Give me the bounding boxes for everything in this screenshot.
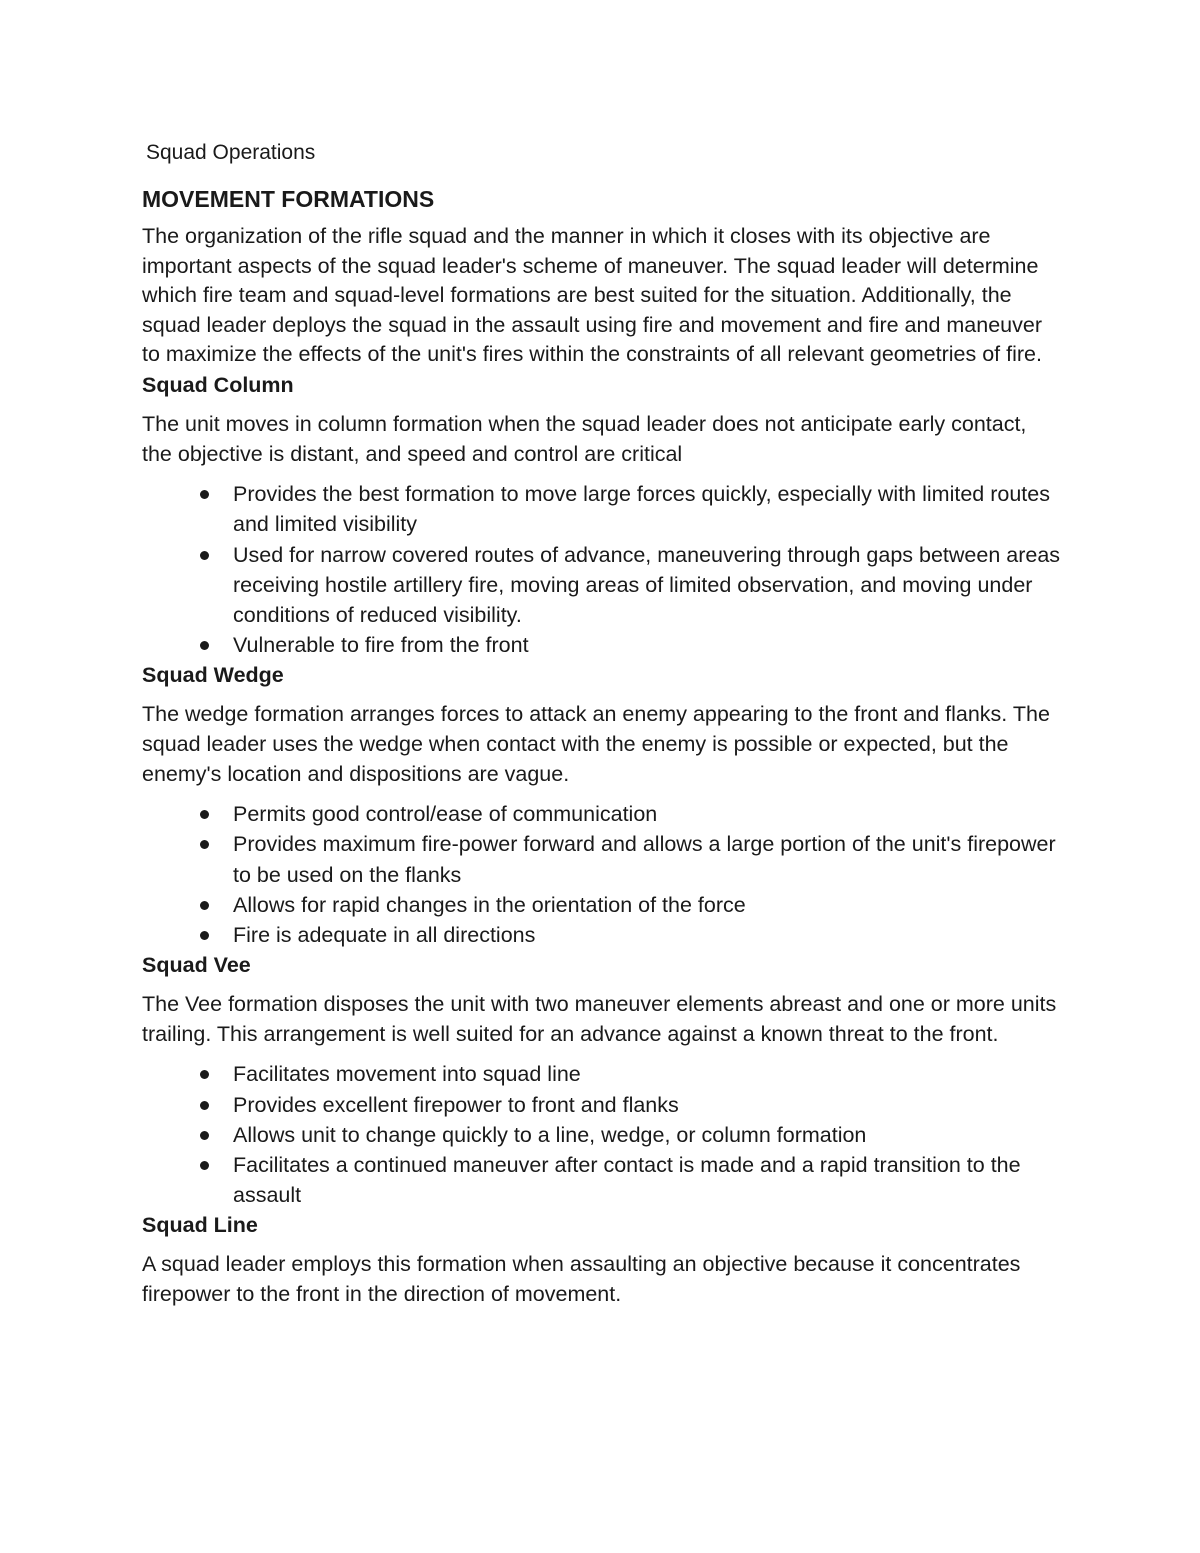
bullet-icon	[200, 551, 209, 560]
list-item	[233, 920, 1062, 950]
formation-squad-vee	[142, 950, 1062, 1210]
list-item	[233, 799, 1062, 829]
list-item	[233, 890, 1062, 920]
bullet-icon	[200, 490, 209, 499]
list-item-text: Vulnerable to fire from the front	[233, 633, 529, 658]
bullet-icon	[200, 931, 209, 940]
formation-heading: Squad Wedge	[142, 663, 284, 688]
formation-description: The unit moves in column formation when the squad leader does not anticipate early contact, the objective is distant, and speed and control are critical	[142, 411, 1027, 466]
list-item-text: Allows unit to change quickly to a line, wedge, or column formation	[233, 1122, 867, 1147]
list-item	[233, 540, 1062, 631]
formation-squad-column	[142, 370, 1062, 660]
bullet-icon	[200, 840, 209, 849]
bullet-icon	[200, 810, 209, 819]
list-item	[233, 630, 1062, 660]
formation-description: The Vee formation disposes the unit with two maneuver elements abreast and one or more units trailing. This arrangement is well suited for an advance against a known threat to the front.	[142, 992, 1057, 1046]
intro-paragraph: The organization of the rifle squad and the manner in which it closes with its objective are important aspects of the squad leader's scheme of maneuver. The squad leader will determine which fire team and squad-level formations are best suited for the situation. Additionally, the squad leader deploys the squad in the assault using fire and movement and fire and maneuver to maximize the effects of the unit's fires within the constraints of all relevant geometries of fire.	[142, 224, 1042, 367]
list-item-text: Provides the best formation to move large forces quickly, especially with limited routes and limited visibility	[233, 482, 1050, 537]
list-item-text: Facilitates a continued maneuver after contact is made and a rapid transition to the assault	[233, 1152, 1021, 1208]
list-item	[233, 1059, 1062, 1089]
list-item	[233, 1150, 1062, 1210]
bullet-icon	[200, 901, 209, 910]
list-item-text: Provides maximum fire-power forward and allows a large portion of the unit's firepower to be used on the flanks	[233, 832, 1056, 887]
document-title: Squad Operations	[146, 141, 316, 164]
bullet-icon	[200, 1101, 209, 1110]
list-item-text: Facilitates movement into squad line	[233, 1062, 581, 1087]
list-item-text: Permits good control/ease of communication	[233, 802, 658, 827]
formation-bullet-list	[142, 799, 1062, 950]
list-item-text: Allows for rapid changes in the orientation of the force	[233, 892, 746, 917]
list-item-text: Provides excellent firepower to front and flanks	[233, 1092, 679, 1117]
bullet-icon	[200, 1070, 209, 1079]
formation-description: A squad leader employs this formation when assaulting an objective because it concentrates firepower to the front in the direction of movement.	[142, 1252, 1021, 1306]
section-heading: MOVEMENT FORMATIONS	[142, 186, 435, 212]
bullet-icon	[200, 1161, 209, 1170]
formation-bullet-list	[142, 479, 1062, 660]
document-content	[142, 138, 1062, 1320]
list-item-text: Used for narrow covered routes of advance, maneuvering through gaps between areas receiving hostile artillery fire, moving areas of limited observation, and moving under conditions of reduced visibility.	[233, 542, 1061, 627]
list-item	[233, 829, 1062, 889]
bullet-icon	[200, 1131, 209, 1140]
formation-heading: Squad Vee	[142, 953, 251, 978]
list-item	[233, 1120, 1062, 1150]
list-item	[233, 1090, 1062, 1120]
formation-description: The wedge formation arranges forces to attack an enemy appearing to the front and flanks. The squad leader uses the wedge when contact with the enemy is possible or expected, but the enemy's location and dispositions are vague.	[142, 702, 1050, 786]
formation-heading: Squad Column	[142, 372, 294, 397]
list-item-text: Fire is adequate in all directions	[233, 922, 536, 947]
list-item	[233, 479, 1062, 539]
formation-squad-wedge	[142, 660, 1062, 950]
formation-bullet-list	[142, 1059, 1062, 1210]
bullet-icon	[200, 641, 209, 650]
formation-heading: Squad Line	[142, 1213, 258, 1238]
formation-squad-line	[142, 1210, 1062, 1309]
